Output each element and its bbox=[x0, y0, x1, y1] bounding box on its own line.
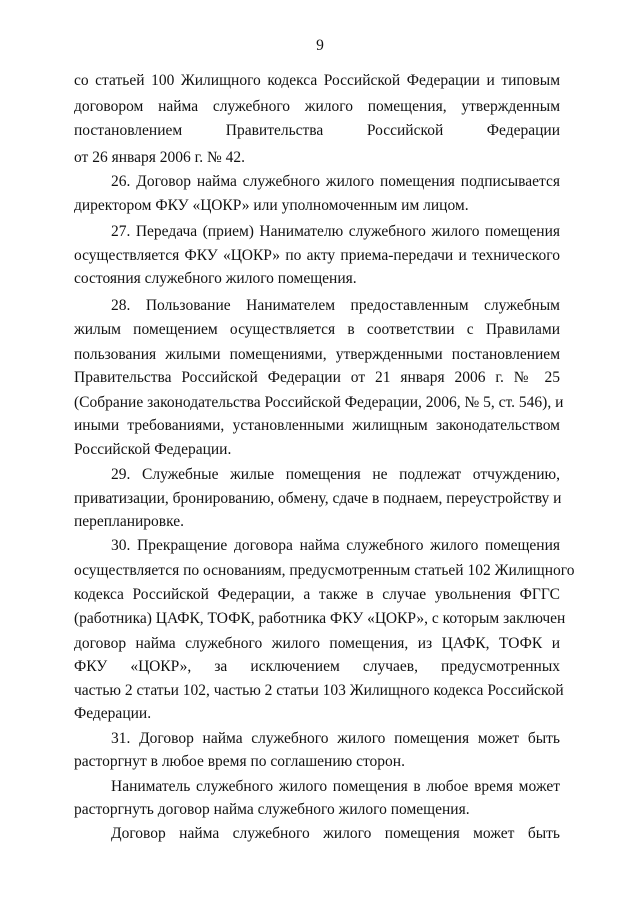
page-number: 9 bbox=[316, 37, 324, 54]
text-line: Федерации. bbox=[74, 705, 152, 722]
text-line: 31. Договор найма служебного жилого помещения может быть bbox=[111, 730, 560, 747]
text-line: договор найма служебного жилого помещения, из ЦАФК, ТОФК и bbox=[74, 635, 560, 652]
text-line: расторгнуть договор найма служебного жилого помещения. bbox=[74, 801, 470, 818]
text-line: 26. Договор найма служебного жилого помещения подписывается bbox=[111, 173, 560, 190]
text-line: пользования жилыми помещениями, утвержденными постановлением bbox=[74, 346, 560, 363]
text-line: от 26 января 2006 г. № 42. bbox=[74, 149, 246, 166]
text-line: 28. Пользование Нанимателем предоставленным служебным bbox=[111, 297, 560, 314]
text-line: со статьей 100 Жилищного кодекса Российской Федерации и типовым bbox=[74, 72, 560, 89]
text-line: директором ФКУ «ЦОКР» или уполномоченным им лицом. bbox=[74, 197, 469, 214]
text-line: постановлением Правительства Российской Федерации bbox=[74, 122, 560, 139]
text-line: осуществляется по основаниям, предусмотренным статьей 102 Жилищного bbox=[74, 562, 575, 579]
text-line: Правительства Российской Федерации от 21 января 2006 г. № 25 bbox=[74, 369, 560, 386]
text-line: кодекса Российской Федерации, а также в случае увольнения ФГГС bbox=[74, 586, 560, 603]
text-line: 27. Передача (прием) Нанимателю служебного жилого помещения bbox=[111, 223, 560, 240]
text-line: приватизации, бронированию, обмену, сдаче в поднаем, переустройству и bbox=[74, 490, 562, 507]
text-line: частью 2 статьи 102, частью 2 статьи 103 Жилищного кодекса Российской bbox=[74, 682, 564, 699]
text-line: 30. Прекращение договора найма служебного жилого помещения bbox=[111, 537, 560, 554]
text-line: иными требованиями, установленными жилищным законодательством bbox=[74, 417, 560, 434]
text-line: осуществляется ФКУ «ЦОКР» по акту приема-передачи и технического bbox=[74, 247, 560, 264]
text-line: расторгнут в любое время по соглашению сторон. bbox=[74, 753, 405, 770]
text-line: жилым помещением осуществляется в соответствии с Правилами bbox=[74, 321, 560, 338]
text-line: Российской Федерации. bbox=[74, 441, 232, 458]
text-line: (работника) ЦАФК, ТОФК, работника ФКУ «ЦОКР», с которым заключен bbox=[74, 610, 566, 627]
text-line: 29. Служебные жилые помещения не подлежат отчуждению, bbox=[111, 466, 560, 483]
text-line: ФКУ «ЦОКР», за исключением случаев, предусмотренных bbox=[74, 658, 560, 675]
text-line: перепланировке. bbox=[74, 513, 185, 530]
text-line: (Собрание законодательства Российской Федерации, 2006, № 5, ст. 546), и bbox=[74, 394, 564, 411]
text-line: Наниматель служебного жилого помещения в любое время может bbox=[111, 778, 560, 795]
text-line: Договор найма служебного жилого помещения может быть bbox=[111, 825, 560, 842]
text-line: состояния служебного жилого помещения. bbox=[74, 270, 357, 287]
text-line: договором найма служебного жилого помещения, утвержденным bbox=[74, 98, 560, 115]
